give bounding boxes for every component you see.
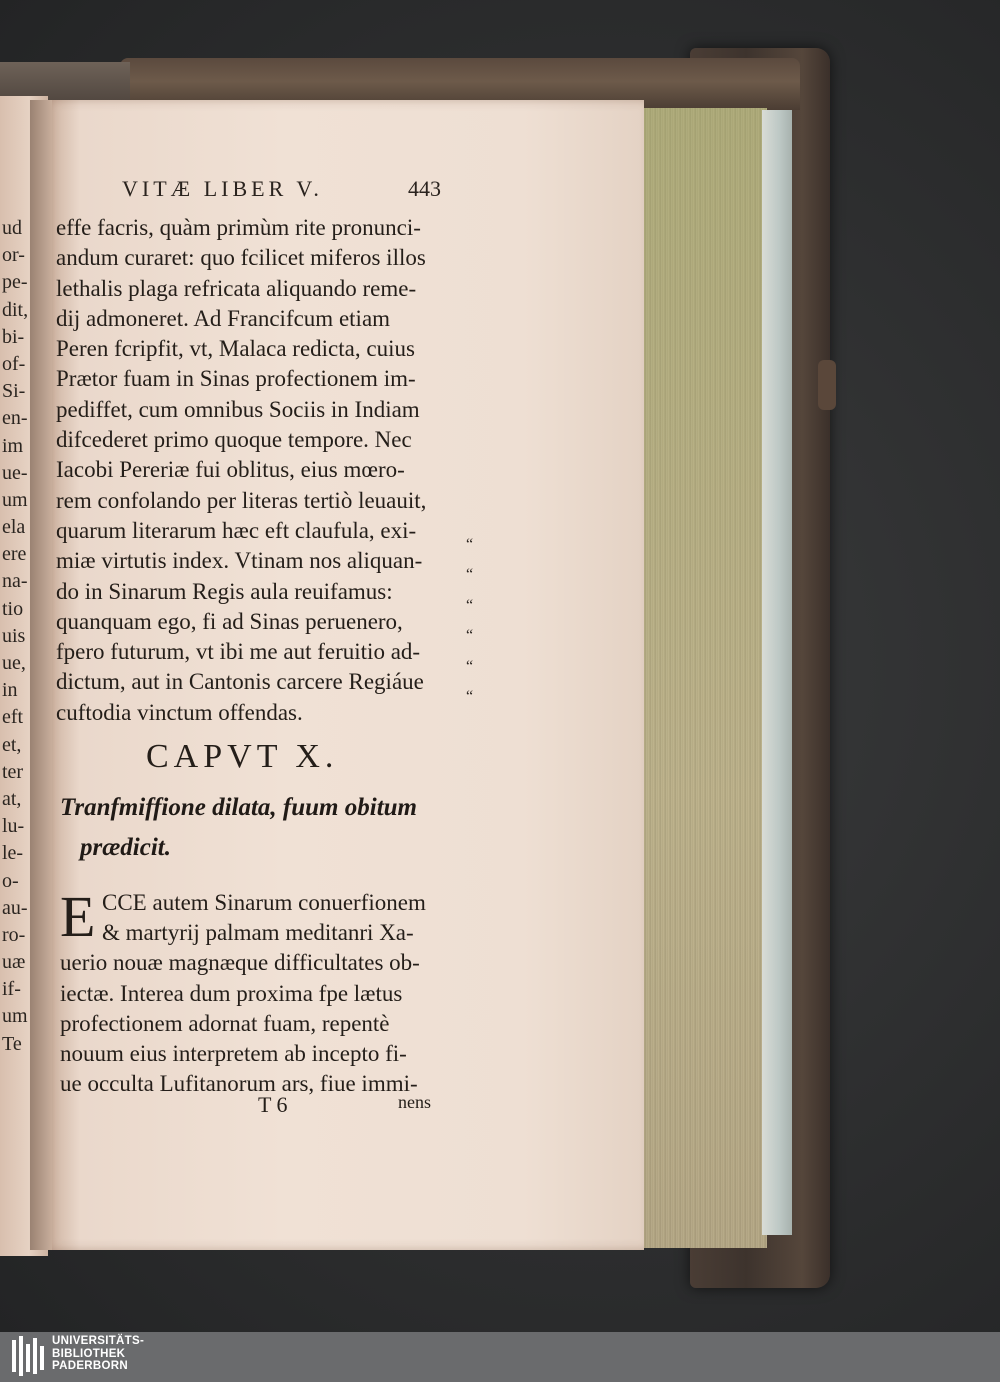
margin-fragment: or-	[2, 244, 25, 267]
text-line: do in Sinarum Regis aula reuifamus:	[56, 578, 393, 604]
margin-fragment: et,	[2, 733, 22, 756]
library-line: UNIVERSITÄTS-	[52, 1335, 145, 1347]
margin-fragment: dit,	[2, 298, 29, 321]
text-line: lethalis plaga refricata aliquando reme-	[56, 275, 417, 301]
margin-fragment: lu-	[2, 815, 25, 838]
text-line: andum curaret: quo fcilicet miferos illos	[56, 245, 426, 271]
subtitle-line: prædicit.	[80, 834, 171, 861]
quote-mark: “	[466, 657, 474, 675]
margin-fragment: of-	[2, 352, 26, 375]
margin-fragment: tio	[2, 597, 24, 620]
endpaper	[762, 110, 792, 1235]
text-line: Iacobi Pereriæ fui oblitus, eius mœro-	[56, 457, 405, 483]
margin-fragment: if-	[2, 978, 21, 1001]
quote-mark: “	[466, 566, 474, 584]
clasp	[818, 360, 836, 410]
page-fore-edge	[624, 108, 767, 1248]
text-line: iectæ. Interea dum proxima fpe lætus	[60, 980, 403, 1006]
margin-fragment: o-	[2, 869, 19, 892]
margin-fragment: na-	[2, 570, 28, 593]
margin-fragment: Te	[2, 1032, 22, 1055]
subtitle-line: Tranfmiffione dilata, fuum obitum	[60, 794, 417, 821]
page-gutter	[30, 100, 52, 1250]
signature-mark: T 6	[258, 1092, 288, 1117]
chapter-subtitle	[60, 788, 417, 868]
quote-mark: “	[466, 536, 474, 553]
margin-fragment: bi-	[2, 325, 25, 348]
text-line: dij admoneret. Ad Francifcum etiam	[56, 305, 391, 331]
left-page-margin-text	[2, 215, 28, 1058]
text-line: Peren fcripfit, vt, Malaca redicta, cuius	[56, 336, 415, 362]
text-line: miæ virtutis index. Vtinam nos aliquan-	[56, 548, 423, 574]
text-line: quanquam ego, fi ad Sinas peruenero,	[56, 608, 403, 634]
library-line: PADERBORN	[52, 1360, 128, 1372]
margin-fragment: le-	[2, 842, 24, 865]
margin-fragment: ro-	[2, 923, 26, 946]
drop-cap: E	[60, 884, 96, 949]
margin-fragment: en-	[2, 407, 28, 430]
margin-fragment: ue,	[2, 652, 26, 674]
margin-fragment: in	[2, 679, 18, 702]
text-line: profectionem adornat fuam, repentè	[60, 1010, 390, 1036]
margin-fragment: um	[2, 1005, 28, 1028]
margin-fragment: uis	[2, 624, 26, 647]
library-footer-bar	[0, 1332, 1000, 1382]
quote-mark: “	[466, 687, 474, 705]
margin-fragment: Si-	[2, 380, 26, 403]
text-line: CCE autem Sinarum conuerfionem	[102, 890, 426, 915]
text-line: Prætor fuam in Sinas profectionem im-	[56, 366, 416, 392]
text-line: pediffet, cum omnibus Sociis in Indiam	[56, 396, 420, 422]
catchword: nens	[398, 1092, 431, 1112]
margin-fragment: ter	[2, 760, 24, 783]
margin-fragment: au-	[2, 896, 28, 919]
chapter-paragraph	[60, 884, 426, 1099]
text-line: rem confolando per literas tertiò leuauit,	[56, 487, 427, 513]
margin-fragment: ud	[2, 217, 22, 239]
margin-fragment: ere	[2, 543, 27, 566]
running-title: VITÆ LIBER V.	[122, 176, 323, 201]
library-line: BIBLIOTHEK	[52, 1347, 126, 1360]
quotation-marks	[466, 530, 473, 712]
page-number: 443	[408, 176, 441, 201]
body-text	[56, 213, 426, 728]
text-line: quarum literarum hæc eft claufula, exi-	[56, 517, 417, 543]
margin-fragment: pe-	[2, 271, 28, 294]
text-line: uerio nouæ magnæque difficultates ob-	[60, 950, 420, 976]
text-line: ue occulta Lufitanorum ars, fiue immi-	[60, 1071, 418, 1097]
text-line: fpero futurum, vt ibi me aut feruitio ad-	[56, 639, 421, 665]
quote-mark: “	[466, 596, 474, 614]
margin-fragment: uæ	[2, 951, 26, 974]
margin-fragment: um	[2, 488, 28, 511]
text-line: nouum eius interpretem ab incepto fi-	[60, 1040, 407, 1066]
margin-fragment: eft	[2, 706, 24, 729]
library-name	[52, 1335, 144, 1373]
library-logo-icon	[12, 1336, 44, 1376]
margin-fragment: im	[2, 434, 24, 457]
chapter-heading: CAPVT X.	[146, 738, 339, 775]
text-line: effe facris, quàm primùm rite pronunci-	[56, 215, 421, 240]
text-line: & martyrij palmam meditanri Xa-	[102, 920, 414, 946]
text-line: cuftodia vinctum offendas.	[56, 699, 303, 725]
quote-mark: “	[466, 627, 474, 645]
margin-fragment: ela	[2, 516, 26, 539]
margin-fragment: at,	[2, 787, 22, 810]
text-line: difcederet primo quoque tempore. Nec	[56, 427, 412, 453]
text-line: dictum, aut in Cantonis carcere Regiáue	[56, 669, 424, 695]
margin-fragment: ue-	[2, 461, 28, 484]
